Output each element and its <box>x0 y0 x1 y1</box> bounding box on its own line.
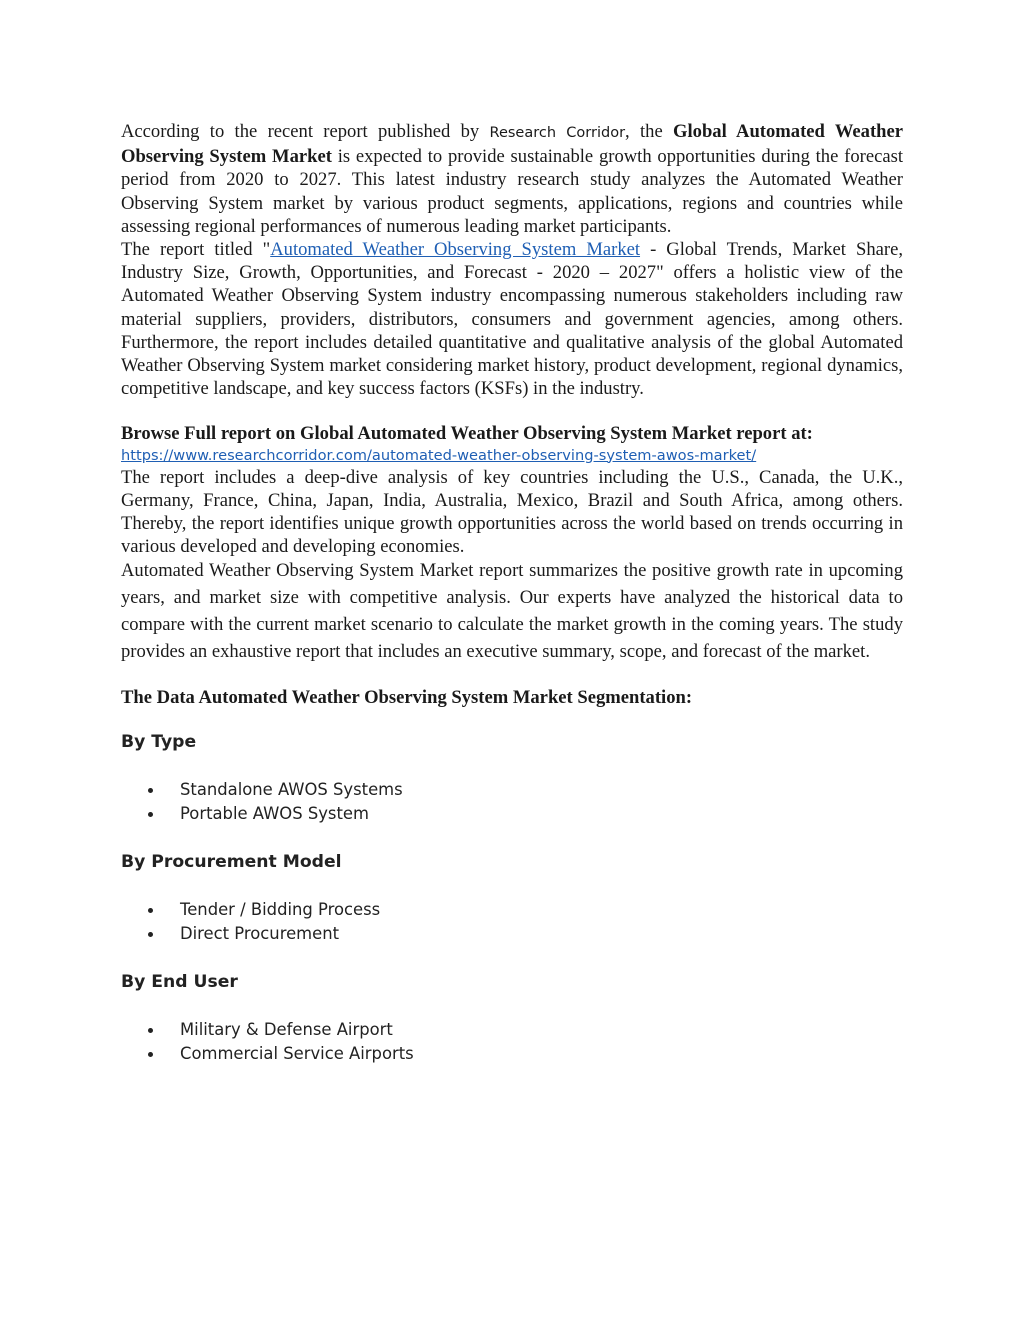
list-item: Military & Defense Airport <box>121 1018 903 1043</box>
bullet-icon <box>148 1052 153 1057</box>
list-item: Standalone AWOS Systems <box>121 778 903 803</box>
browse-section <box>121 422 903 465</box>
bullet-icon <box>148 908 153 913</box>
report-url-link[interactable]: https://www.researchcorridor.com/automated-weather-observing-system-awos-market/ <box>121 446 757 464</box>
bullet-icon <box>148 788 153 793</box>
segment-type <box>121 730 903 827</box>
countries-paragraph: The report includes a deep-dive analysis of key countries including the U.S., Canada, the U.K., Germany, France, China, Japan, India, Australia, Mexico, Brazil and South Africa, among others. Thereby, the report identifies unique growth opportunities across the world based on trends occurring in various developed and developing economies. <box>121 466 903 558</box>
segment-heading: By Type <box>121 731 197 752</box>
list-item: Direct Procurement <box>121 922 903 947</box>
segment-heading: By End User <box>121 971 238 992</box>
publisher-name: Research Corridor <box>489 125 626 141</box>
intro-paragraph: According to the recent report published by Research Corridor, the Global Automated Weather Observing System Market is expected to provide sustainable growth opportunities during the forecast period from 2020 to 2027. This latest industry research study analyzes the Automated Weather Observing System market by various product segments, applications, regions and countries while assessing regional performances of numerous leading market participants. <box>121 121 903 237</box>
list-item: Commercial Service Airports <box>121 1042 903 1067</box>
summary-paragraph: Automated Weather Observing System Market report summarizes the positive growth rate in upcoming years, and market size with competitive analysis. Our experts have analyzed the historical data to compare with the current market scenario to calculate the market growth in the coming years. The study provides an exhaustive report that includes an executive summary, scope, and forecast of the market. <box>121 560 903 662</box>
bullet-icon <box>148 1028 153 1033</box>
report-title-paragraph: The report titled "Automated Weather Observing System Market - Global Trends, Market Share, Industry Size, Growth, Opportunities, and Forecast - 2020 – 2027" offers a holistic view of the Automated Weather Observing System industry encompassing numerous stakeholders including raw material suppliers, providers, distributors, consumers and government agencies, among others. Furthermore, the report includes detailed quantitative and qualitative analysis of the global Automated Weather Observing System market considering market history, product development, regional dynamics, competitive landscape, and key success factors (KSFs) in the industry. <box>121 239 903 400</box>
bullet-icon <box>148 812 153 817</box>
market-name-bold: Global Automated Weather Observing System Market <box>121 121 903 168</box>
list-item: Portable AWOS System <box>121 802 903 827</box>
segmentation-title: The Data Automated Weather Observing System Market Segmentation: <box>121 686 693 708</box>
segment-list <box>121 778 903 827</box>
segment-heading: By Procurement Model <box>121 851 342 872</box>
segment-list <box>121 898 903 947</box>
bullet-icon <box>148 932 153 937</box>
browse-heading: Browse Full report on Global Automated Weather Observing System Market report at: <box>121 423 813 445</box>
segment-end-user <box>121 970 903 1067</box>
document-page <box>121 120 903 1067</box>
segment-procurement <box>121 850 903 947</box>
segment-list <box>121 1018 903 1067</box>
report-link[interactable]: Automated Weather Observing System Market <box>270 239 641 261</box>
list-item: Tender / Bidding Process <box>121 898 903 923</box>
